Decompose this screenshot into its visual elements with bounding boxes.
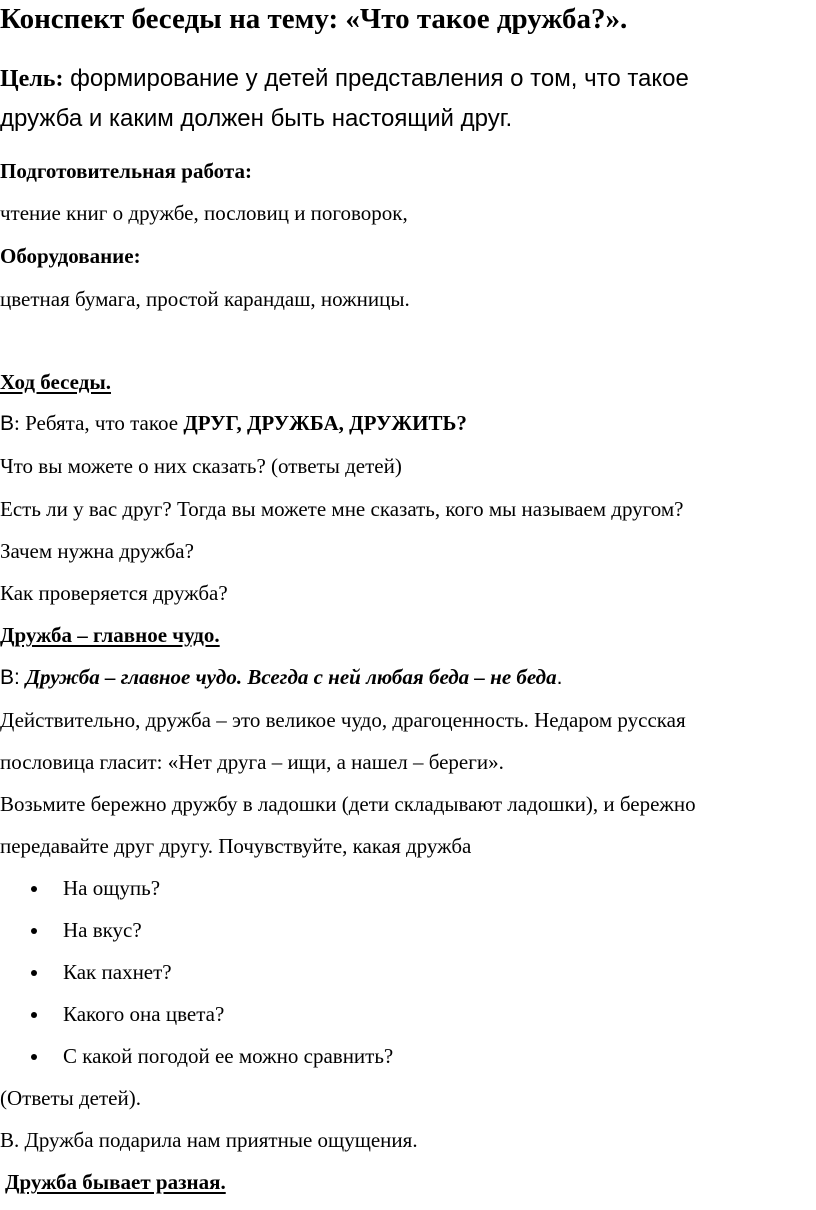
course-question-keywords: ДРУГ, ДРУЖБА, ДРУЖИТЬ?	[183, 411, 467, 435]
goal-text-1: формирование у детей представления о том, что такое	[63, 65, 689, 92]
course-question-text: : Ребята, что такое	[14, 411, 184, 435]
bullet-icon	[31, 1012, 37, 1018]
course-line: Зачем нужна дружба?	[0, 539, 194, 563]
bullet-icon	[31, 886, 37, 892]
speaker-mark: В	[0, 412, 15, 435]
miracle-text-line: пословица гласит: «Нет друга – ищи, а нашел – береги».	[0, 750, 504, 774]
course-line: Что вы можете о них сказать? (ответы детей)	[0, 454, 402, 478]
course-question-1	[0, 410, 467, 437]
miracle-quote-line	[0, 664, 562, 691]
preparation-heading: Подготовительная работа:	[0, 159, 252, 183]
course-line: Как проверяется дружба?	[0, 581, 228, 605]
miracle-text-line: Действительно, дружба – это великое чудо, драгоценность. Недаром русская	[0, 708, 686, 732]
section-heading-different: Дружба бывает разная.	[5, 1170, 226, 1194]
speaker-mark: В:	[0, 666, 26, 689]
bullet-icon	[31, 970, 37, 976]
list-item-text: Какого она цвета?	[63, 1002, 225, 1026]
miracle-quote: Дружба – главное чудо. Всегда с ней любая беда – не беда	[25, 665, 557, 689]
list-item-text: С какой погодой ее можно сравнить?	[63, 1044, 394, 1068]
goal-line-1	[0, 64, 689, 94]
section-heading-miracle: Дружба – главное чудо.	[0, 623, 220, 647]
equipment-text: цветная бумага, простой карандаш, ножницы.	[0, 287, 410, 311]
bullet-icon	[31, 928, 37, 934]
list-item-text: На ощупь?	[63, 876, 161, 900]
course-line: Есть ли у вас друг? Тогда вы можете мне сказать, кого мы называем другом?	[0, 497, 684, 521]
document-title: Конспект беседы на тему: «Что такое дружба?».	[0, 3, 628, 35]
list-item-text: На вкус?	[63, 918, 142, 942]
miracle-text-line: передавайте друг другу. Почувствуйте, какая дружба	[0, 834, 472, 858]
miracle-text-line: Возьмите бережно дружбу в ладошки (дети складывают ладошки), и бережно	[0, 792, 696, 816]
miracle-quote-end: .	[556, 666, 563, 689]
course-heading: Ход беседы.	[0, 370, 111, 394]
children-answers: (Ответы детей).	[0, 1086, 141, 1110]
goal-line-2: дружба и каким должен быть настоящий друг.	[0, 105, 513, 132]
preparation-text: чтение книг о дружбе, пословиц и поговорок,	[0, 201, 408, 225]
equipment-heading: Оборудование:	[0, 244, 141, 268]
closing-line: В. Дружба подарила нам приятные ощущения.	[0, 1128, 418, 1152]
list-item-text: Как пахнет?	[63, 960, 172, 984]
goal-label: Цель:	[0, 66, 64, 92]
bullet-icon	[31, 1054, 37, 1060]
